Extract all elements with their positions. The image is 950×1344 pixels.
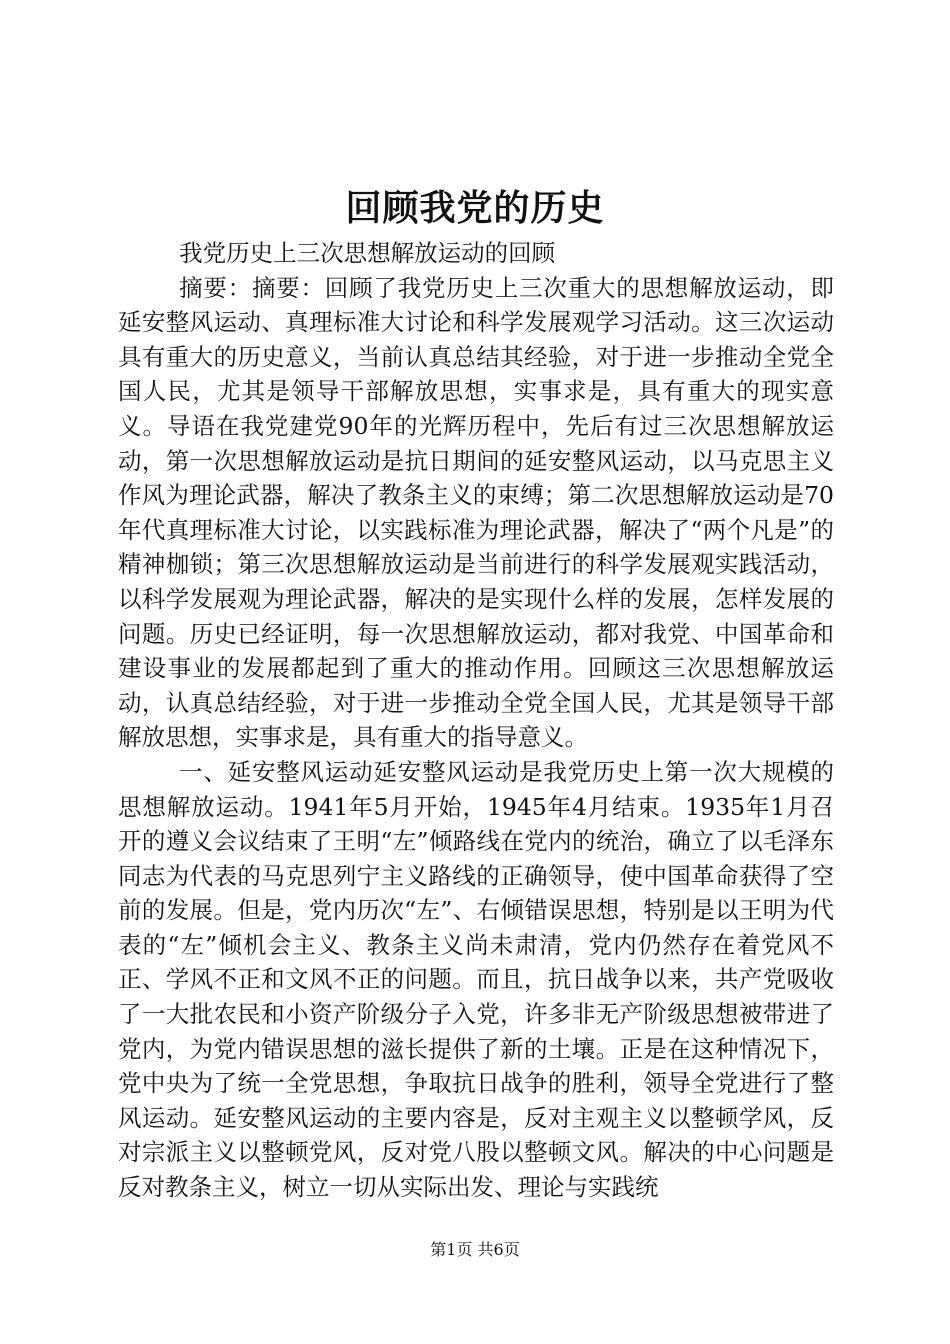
subtitle-paragraph: 我党历史上三次思想解放运动的回顾: [179, 239, 556, 267]
section-one-paragraph: 一、延安整风运动延安整风运动是我党历史上第一次大规模的思想解放运动。1941年5月开始，1945年4月结束。1935年1月召开的遵义会议结束了王明“左”倾路线在党内的统治，确立了以毛泽东同志为代表的马克思列宁主义路线的正确领导，使中国革命获得了空前的发展。但是，党内历次“左”、右倾错误思想，特别是以王明为代表的“左”倾机会主义、教条主义尚未肃清，党内仍然存在着党风不正、学风不正和文风不正的问题。而且，抗日战争以来，共产党吸收了一大批农民和小资产阶级分子入党，许多非无产阶级思想被带进了党内，为党内错误思想的滋长提供了新的土壤。正是在这种情况下，党中央为了统一全党思想，争取抗日战争的胜利，领导全党进行了整风运动。延安整风运动的主要内容是，反对主观主义以整顿学风，反对宗派主义以整顿党风，反对党八股以整顿文风。解决的中心问题是反对教条主义，树立一切从实际出发、理论与实践统: [118, 757, 834, 1202]
document-title: 回顾我党的历史: [345, 187, 605, 229]
document-body: [118, 236, 834, 1205]
page-number-footer: 第1页 共6页: [430, 1240, 520, 1259]
abstract-paragraph: 摘要：摘要：回顾了我党历史上三次重大的思想解放运动，即延安整风运动、真理标准大讨论和科学发展观学习活动。这三次运动具有重大的历史意义，当前认真总结其经验，对于进一步推动全党全国人民，尤其是领导干部解放思想，实事求是，具有重大的现实意义。导语在我党建党90年的光辉历程中，先后有过三次思想解放运动，第一次思想解放运动是抗日期间的延安整风运动，以马克思主义作风为理论武器，解决了教条主义的束缚；第二次思想解放运动是70年代真理标准大讨论，以实践标准为理论武器，解决了“两个凡是”的精神枷锁；第三次思想解放运动是当前进行的科学发展观实践活动，以科学发展观为理论武器，解决的是实现什么样的发展，怎样发展的问题。历史已经证明，每一次思想解放运动，都对我党、中国革命和建设事业的发展都起到了重大的推动作用。回顾这三次思想解放运动，认真总结经验，对于进一步推动全党全国人民，尤其是领导干部解放思想，实事求是，具有重大的指导意义。: [118, 273, 834, 752]
